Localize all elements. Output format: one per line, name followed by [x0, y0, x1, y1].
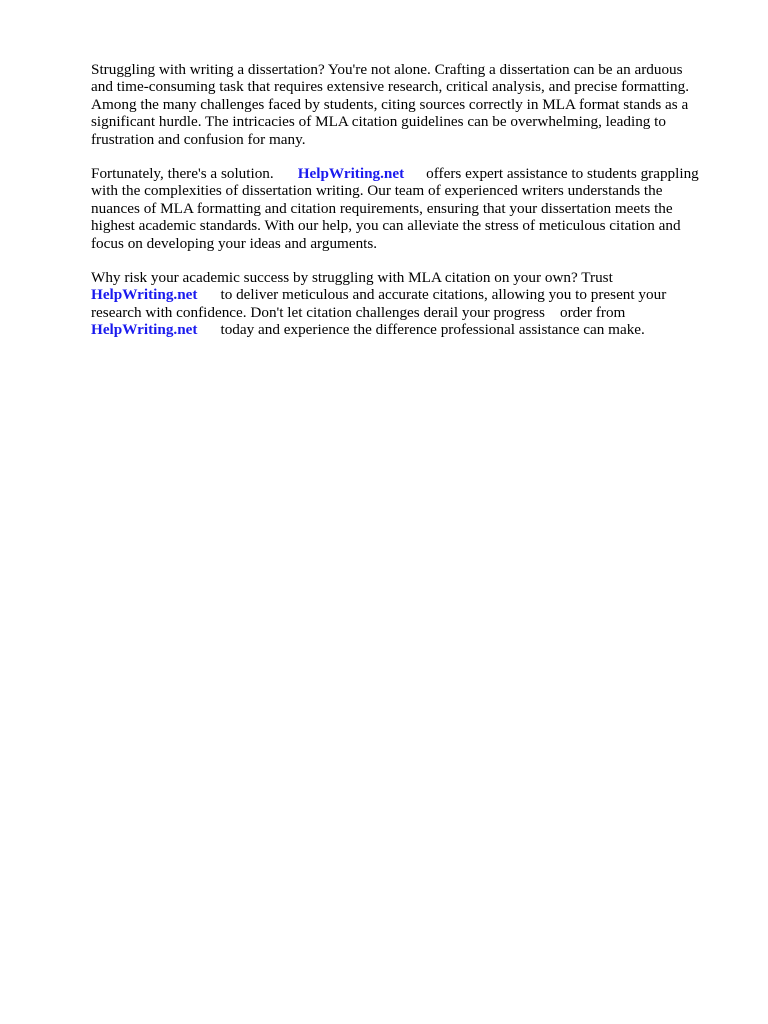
paragraph-3	[91, 269, 716, 339]
text-line: with the complexities of dissertation writing. Our team of experienced writers understands the	[91, 182, 663, 200]
paragraph-2	[91, 165, 716, 252]
text-line: Why risk your academic success by struggling with MLA citation on your own? Trust	[91, 269, 613, 287]
paragraph-1	[91, 61, 716, 148]
text-line: frustration and confusion for many.	[91, 130, 306, 148]
text-line: and time-consuming task that requires extensive research, critical analysis, and precise formatting.	[91, 78, 690, 96]
text-line	[91, 165, 716, 182]
text-segment: Fortunately, there's a solution.	[91, 165, 274, 183]
text-segment: today and experience the difference professional assistance can make.	[220, 321, 645, 339]
text-line: focus on developing your ideas and arguments.	[91, 234, 378, 252]
helpwriting-link[interactable]: HelpWriting.net	[91, 286, 198, 304]
helpwriting-link[interactable]: HelpWriting.net	[91, 321, 198, 339]
text-segment: order from	[559, 303, 626, 321]
text-line: significant hurdle. The intricacies of MLA citation guidelines can be overwhelming, leading to	[91, 113, 666, 131]
text-segment: offers expert assistance to students grappling	[426, 165, 699, 183]
helpwriting-link[interactable]: HelpWriting.net	[297, 165, 405, 183]
text-line: Struggling with writing a dissertation? You're not alone. Crafting a dissertation can be an arduous	[91, 61, 683, 78]
text-line	[91, 321, 716, 338]
text-segment: to deliver meticulous and accurate citations, allowing you to present your	[220, 286, 667, 304]
text-line: highest academic standards. With our help, you can alleviate the stress of meticulous citation and	[91, 217, 681, 235]
text-line	[91, 304, 716, 321]
text-line: nuances of MLA formatting and citation requirements, ensuring that your dissertation meets the	[91, 199, 673, 217]
text-line	[91, 286, 716, 303]
document-body	[91, 61, 716, 356]
text-line: Among the many challenges faced by students, citing sources correctly in MLA format stands as a	[91, 95, 689, 113]
text-segment: research with confidence. Don't let citation challenges derail your progress	[91, 303, 545, 321]
